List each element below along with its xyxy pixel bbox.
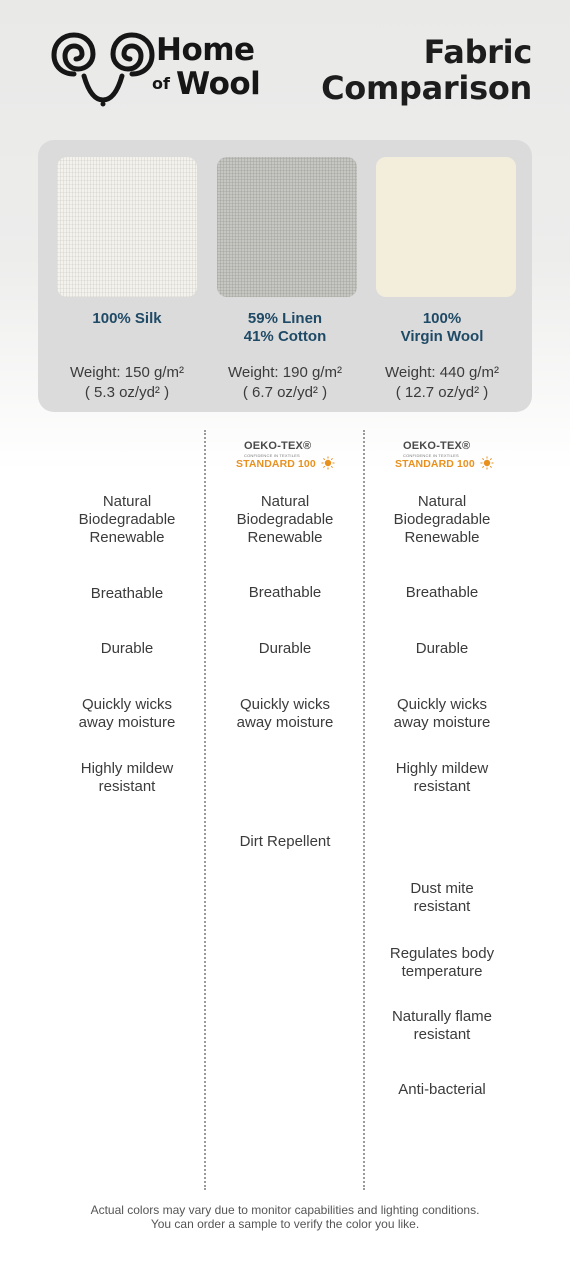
oeko-tex-standard: STANDARD 100 <box>236 458 316 470</box>
property-line: away moisture <box>78 714 176 731</box>
fabric-name-linen <box>205 310 365 346</box>
weight-linen <box>205 363 365 403</box>
property-anti-bacterial <box>362 1081 522 1099</box>
property-line: Anti-bacterial <box>398 1081 486 1098</box>
weight-imperial: ( 6.7 oz/yd² ) <box>242 384 328 401</box>
oeko-tex-tagline: CONFIDENCE IN TEXTILES <box>244 453 300 458</box>
property-natural <box>47 493 207 547</box>
property-line: away moisture <box>393 714 491 731</box>
property-line: Breathable <box>248 584 322 601</box>
property-natural <box>362 493 522 547</box>
fabric-name-wool <box>362 310 522 346</box>
page-title <box>321 34 532 106</box>
property-breathable <box>362 584 522 602</box>
fabric-name-line: 41% Cotton <box>243 328 327 345</box>
property-line: Renewable <box>89 529 165 546</box>
property-line: Biodegradable <box>78 511 176 528</box>
property-durable <box>362 640 522 658</box>
property-line: Dust mite <box>410 880 474 897</box>
home-of-wool-logo[interactable] <box>48 30 263 110</box>
property-line: Natural <box>102 493 152 510</box>
property-line: Durable <box>415 640 469 657</box>
footer-disclaimer <box>0 1203 570 1231</box>
property-line: resistant <box>413 778 471 795</box>
property-line: Durable <box>100 640 154 657</box>
weight-imperial: ( 5.3 oz/yd² ) <box>84 384 170 401</box>
property-line: resistant <box>413 1026 471 1043</box>
property-regulates-temperature <box>362 945 522 981</box>
property-wicks-moisture <box>47 696 207 732</box>
sun-icon <box>321 456 335 470</box>
oeko-tex-standard: STANDARD 100 <box>395 458 475 470</box>
property-line: Natural <box>260 493 310 510</box>
weight-wool <box>362 363 522 403</box>
title-line-2: Comparison <box>321 69 532 107</box>
property-line: Renewable <box>404 529 480 546</box>
sun-icon <box>480 456 494 470</box>
virgin-wool-swatch[interactable] <box>376 157 516 297</box>
footer-line: Actual colors may vary due to monitor capabilities and lighting conditions. <box>90 1203 480 1217</box>
logo-of-text: of <box>152 74 170 93</box>
property-line: resistant <box>98 778 156 795</box>
property-mildew-resistant <box>362 760 522 796</box>
fabric-name-silk <box>47 310 207 328</box>
weight-silk <box>47 363 207 403</box>
logo-home-text: Home <box>156 32 255 68</box>
property-line: Biodegradable <box>236 511 334 528</box>
property-line: Regulates body <box>389 945 495 962</box>
property-line: Durable <box>258 640 312 657</box>
property-line: away moisture <box>236 714 334 731</box>
fabric-name-line: Virgin Wool <box>400 328 484 345</box>
property-flame-resistant <box>362 1008 522 1044</box>
ram-horns-icon <box>48 30 158 110</box>
oeko-tex-title: OEKO-TEX® <box>244 440 312 452</box>
weight-metric: Weight: 190 g/m² <box>228 364 342 381</box>
property-line: Renewable <box>247 529 323 546</box>
weight-metric: Weight: 150 g/m² <box>70 364 184 381</box>
property-mildew-resistant <box>47 760 207 796</box>
title-line-1: Fabric <box>423 33 532 71</box>
silk-swatch[interactable] <box>57 157 197 297</box>
logo-wool-text: Wool <box>176 66 261 102</box>
property-wicks-moisture <box>362 696 522 732</box>
oeko-tex-badge-wool <box>395 440 495 474</box>
property-line: Highly mildew <box>80 760 174 777</box>
linen-cotton-swatch[interactable] <box>217 157 357 297</box>
property-line: Quickly wicks <box>81 696 172 713</box>
fabric-name-line: 100% <box>422 310 462 327</box>
property-natural <box>205 493 365 547</box>
property-line: resistant <box>413 898 471 915</box>
fabric-name-line: 100% Silk <box>92 310 162 327</box>
property-line: Quickly wicks <box>396 696 487 713</box>
property-line: Highly mildew <box>395 760 489 777</box>
footer-line: You can order a sample to verify the color you like. <box>150 1217 420 1231</box>
oeko-tex-tagline: CONFIDENCE IN TEXTILES <box>403 453 459 458</box>
property-dirt-repellent <box>205 833 365 851</box>
property-line: Natural <box>417 493 467 510</box>
property-dust-mite-resistant <box>362 880 522 916</box>
fabric-name-line: 59% Linen <box>247 310 323 327</box>
weight-imperial: ( 12.7 oz/yd² ) <box>395 384 489 401</box>
property-breathable <box>47 585 207 603</box>
property-line: Biodegradable <box>393 511 491 528</box>
property-wicks-moisture <box>205 696 365 732</box>
property-durable <box>205 640 365 658</box>
property-durable <box>47 640 207 658</box>
property-line: Breathable <box>90 585 164 602</box>
oeko-tex-title: OEKO-TEX® <box>403 440 471 452</box>
property-breathable <box>205 584 365 602</box>
property-line: Dirt Repellent <box>239 833 331 850</box>
property-line: Naturally flame <box>391 1008 493 1025</box>
property-line: Breathable <box>405 584 479 601</box>
property-line: Quickly wicks <box>239 696 330 713</box>
oeko-tex-badge-linen <box>236 440 336 474</box>
property-line: temperature <box>401 963 483 980</box>
weight-metric: Weight: 440 g/m² <box>385 364 499 381</box>
